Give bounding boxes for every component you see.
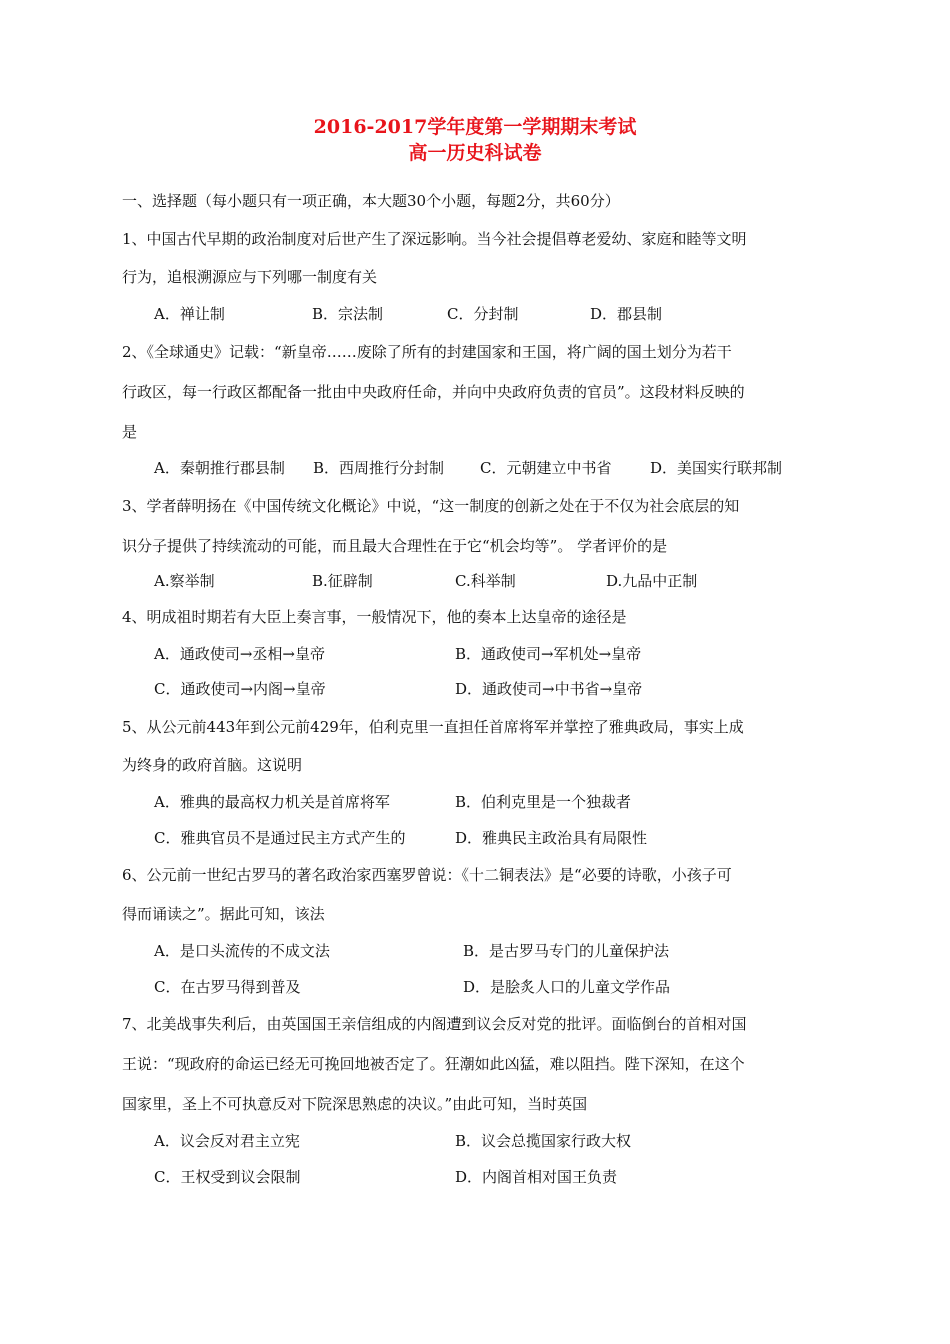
question-4-line-1: 4、明成祖时期若有大臣上奏言事，一般情况下，他的奏本上达皇帝的途径是 [122, 608, 627, 626]
question-5-option-b: B．伯利克里是一个独裁者 [455, 793, 632, 811]
question-3-option-c: C.科举制 [455, 572, 516, 590]
question-7-line-3: 国家里，圣上不可执意反对下院深思熟虑的决议。”由此可知，当时英国 [122, 1095, 588, 1113]
question-5-option-c: C．雅典官员不是通过民主方式产生的 [154, 829, 406, 847]
question-7-option-a: A．议会反对君主立宪 [154, 1132, 300, 1150]
question-7-line-2: 王说：“现政府的命运已经无可挽回地被否定了。狂潮如此凶猛，难以阻挡。陛下深知，在这个 [122, 1055, 745, 1073]
question-2-option-c: C．元朝建立中书省 [480, 459, 612, 477]
question-2-line-3: 是 [122, 423, 138, 441]
question-4-option-b: B．通政使司→军机处→皇帝 [455, 645, 642, 663]
exam-title: 2016-2017学年度第一学期期末考试 [313, 116, 637, 138]
question-5-line-1: 5、从公元前443年到公元前429年，伯利克里一直担任首席将军并掌控了雅典政局，事实上成 [122, 718, 744, 736]
question-4-option-d: D．通政使司→中书省→皇帝 [455, 680, 643, 698]
question-3-line-1: 3、学者薛明扬在《中国传统文化概论》中说，“这一制度的创新之处在于不仅为社会底层的知 [122, 497, 740, 515]
question-4-option-a: A．通政使司→丞相→皇帝 [154, 645, 325, 663]
question-7-option-b: B．议会总揽国家行政大权 [455, 1132, 632, 1150]
question-2-line-2: 行政区，每一行政区都配备一批由中央政府任命，并向中央政府负责的官员”。这段材料反映的 [122, 383, 745, 401]
question-7-option-d: D．内阁首相对国王负责 [455, 1168, 618, 1186]
question-7-line-1: 7、北美战事失利后，由英国国王亲信组成的内阁遭到议会反对党的批评。面临倒台的首相对国 [122, 1015, 747, 1033]
question-2-option-a: A．秦朝推行郡县制 [154, 459, 285, 477]
question-3-option-b: B.征辟制 [312, 572, 373, 590]
section-heading: 一、选择题（每小题只有一项正确，本大题30个小题，每题2分，共60分） [122, 192, 620, 210]
question-6-option-b: B．是古罗马专门的儿童保护法 [463, 942, 670, 960]
question-1-option-c: C．分封制 [447, 305, 519, 323]
question-3-line-2: 识分子提供了持续流动的可能，而且最大合理性在于它“机会均等”。 学者评价的是 [122, 537, 668, 555]
question-1-option-b: B．宗法制 [312, 305, 384, 323]
question-5-line-2: 为终身的政府首脑。这说明 [122, 756, 303, 774]
question-1-option-a: A．禅让制 [154, 305, 225, 323]
question-6-line-2: 得而诵读之”。据此可知，该法 [122, 905, 325, 923]
question-5-option-a: A．雅典的最高权力机关是首席将军 [154, 793, 390, 811]
question-6-option-c: C．在古罗马得到普及 [154, 978, 301, 996]
question-6-line-1: 6、公元前一世纪古罗马的著名政治家西塞罗曾说：《十二铜表法》是“必要的诗歌，小孩子可 [122, 866, 732, 884]
question-4-option-c: C．通政使司→内阁→皇帝 [154, 680, 326, 698]
question-7-option-c: C．王权受到议会限制 [154, 1168, 301, 1186]
question-1-line-2: 行为，追根溯源应与下列哪一制度有关 [122, 268, 378, 286]
question-2-option-b: B．西周推行分封制 [313, 459, 445, 477]
question-5-option-d: D．雅典民主政治具有局限性 [455, 829, 648, 847]
question-2-option-d: D．美国实行联邦制 [650, 459, 783, 477]
question-1-option-d: D．郡县制 [590, 305, 663, 323]
question-2-line-1: 2、《全球通史》记载：“新皇帝……废除了所有的封建国家和王国，将广阔的国土划分为若干 [122, 343, 732, 361]
question-6-option-d: D．是脍炙人口的儿童文学作品 [463, 978, 671, 996]
question-6-option-a: A．是口头流传的不成文法 [154, 942, 330, 960]
exam-subtitle: 高一历史科试卷 [408, 142, 542, 164]
question-3-option-d: D.九品中正制 [606, 572, 698, 590]
question-3-option-a: A.察举制 [154, 572, 215, 590]
question-1-line-1: 1、中国古代早期的政治制度对后世产生了深远影响。当今社会提倡尊老爱幼、家庭和睦等文明 [122, 230, 747, 248]
